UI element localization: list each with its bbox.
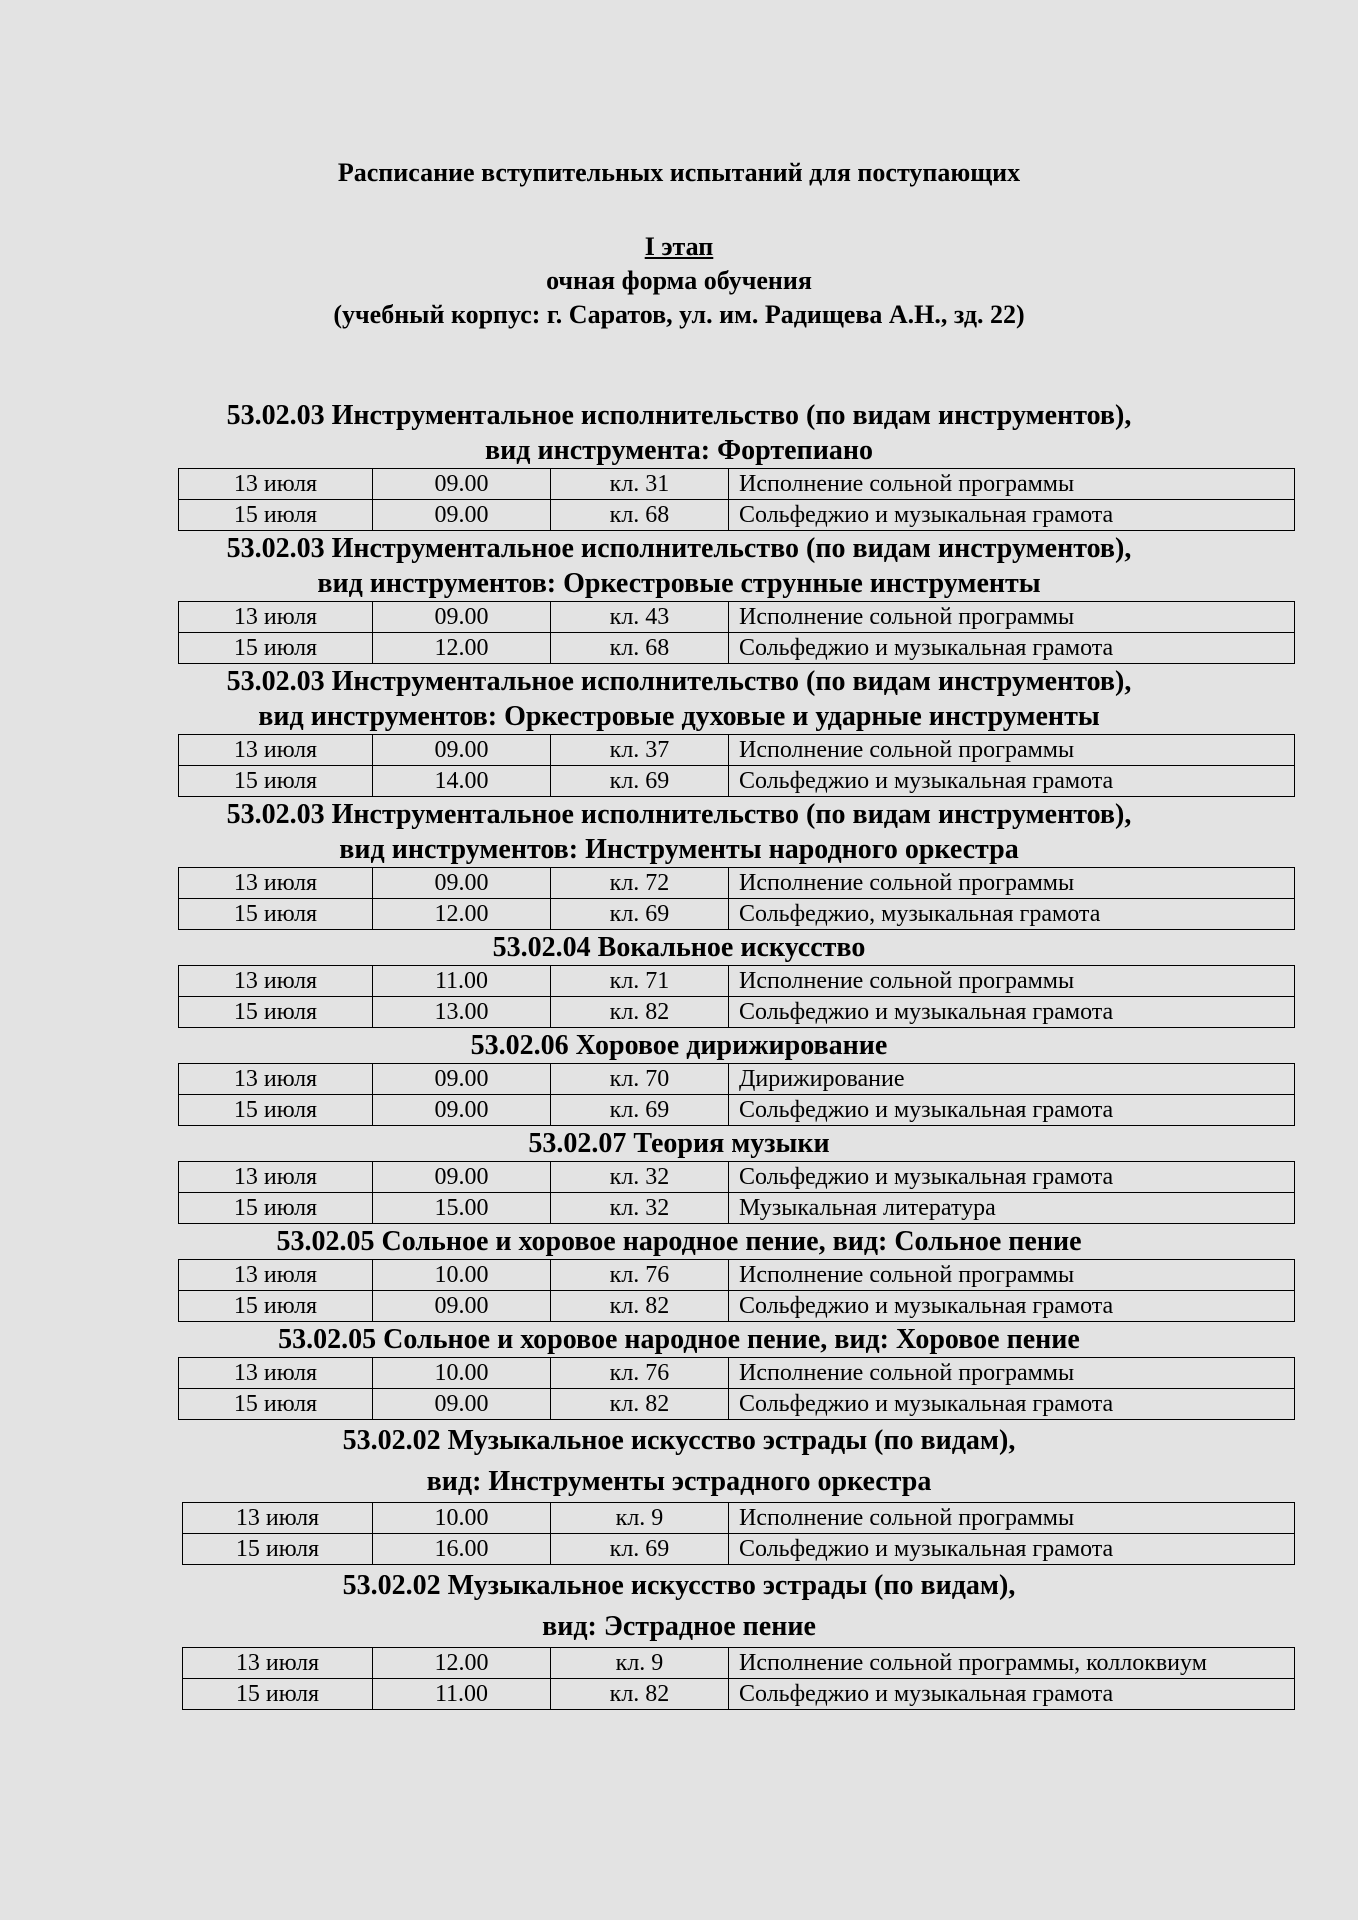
room-cell: кл. 69	[551, 766, 729, 797]
schedule-section	[0, 664, 1358, 797]
schedule-table	[178, 1259, 1295, 1322]
time-cell: 12.00	[373, 1648, 551, 1679]
exam-cell: Сольфеджио и музыкальная грамота	[729, 997, 1295, 1028]
date-cell: 13 июля	[183, 1503, 373, 1534]
table-row	[179, 1064, 1295, 1095]
schedule-table	[178, 734, 1295, 797]
exam-cell: Сольфеджио и музыкальная грамота	[729, 1162, 1295, 1193]
schedule-table	[178, 468, 1295, 531]
date-cell: 13 июля	[179, 602, 373, 633]
date-cell: 15 июля	[179, 1095, 373, 1126]
time-cell: 09.00	[373, 1095, 551, 1126]
date-cell: 15 июля	[179, 633, 373, 664]
section-title-line: 53.02.03 Инструментальное исполнительство (по видам инструментов),	[226, 533, 1132, 564]
time-cell: 14.00	[373, 766, 551, 797]
schedule-section	[0, 1322, 1358, 1420]
time-cell: 09.00	[373, 1064, 551, 1095]
section-title-line: 53.02.02 Музыкальное искусство эстрады (по видам),	[342, 1570, 1016, 1601]
date-cell: 15 июля	[183, 1679, 373, 1710]
time-cell: 15.00	[373, 1193, 551, 1224]
time-cell: 09.00	[373, 868, 551, 899]
schedule-table	[178, 867, 1295, 930]
table-row	[183, 1534, 1295, 1565]
time-cell: 10.00	[373, 1260, 551, 1291]
date-cell: 13 июля	[179, 1064, 373, 1095]
section-title-line: 53.02.03 Инструментальное исполнительство (по видам инструментов),	[226, 666, 1132, 697]
date-cell: 13 июля	[179, 1162, 373, 1193]
section-title-line: вид инструмента: Фортепиано	[485, 435, 873, 466]
table-row	[179, 1162, 1295, 1193]
section-title-line: 53.02.02 Музыкальное искусство эстрады (по видам),	[342, 1425, 1016, 1456]
table-row	[179, 966, 1295, 997]
section-title-line: вид инструментов: Оркестровые духовые и ударные инструменты	[258, 701, 1100, 732]
schedule-section	[0, 1126, 1358, 1224]
exam-cell: Дирижирование	[729, 1064, 1295, 1095]
table-row	[179, 868, 1295, 899]
table-row	[179, 602, 1295, 633]
date-cell: 15 июля	[179, 1291, 373, 1322]
date-cell: 15 июля	[179, 899, 373, 930]
table-row	[183, 1648, 1295, 1679]
time-cell: 09.00	[373, 735, 551, 766]
date-cell: 15 июля	[183, 1534, 373, 1565]
table-row	[179, 1193, 1295, 1224]
study-form-heading: очная форма обучения	[546, 266, 812, 295]
time-cell: 09.00	[373, 1162, 551, 1193]
time-cell: 10.00	[373, 1503, 551, 1534]
date-cell: 15 июля	[179, 1193, 373, 1224]
exam-cell: Исполнение сольной программы	[729, 602, 1295, 633]
room-cell: кл. 82	[551, 1291, 729, 1322]
schedule-section	[0, 930, 1358, 1028]
table-row	[179, 1389, 1295, 1420]
schedule-section	[0, 1420, 1358, 1565]
section-title-line: 53.02.05 Сольное и хоровое народное пение, вид: Хоровое пение	[278, 1324, 1080, 1355]
exam-cell: Исполнение сольной программы	[729, 469, 1295, 500]
section-title-line: 53.02.05 Сольное и хоровое народное пение, вид: Сольное пение	[276, 1226, 1082, 1257]
room-cell: кл. 31	[551, 469, 729, 500]
room-cell: кл. 68	[551, 500, 729, 531]
room-cell: кл. 70	[551, 1064, 729, 1095]
time-cell: 09.00	[373, 469, 551, 500]
exam-cell: Исполнение сольной программы	[729, 1358, 1295, 1389]
exam-cell: Исполнение сольной программы	[729, 1260, 1295, 1291]
schedule-table	[178, 1063, 1295, 1126]
exam-cell: Исполнение сольной программы, коллоквиум	[729, 1648, 1295, 1679]
date-cell: 13 июля	[179, 469, 373, 500]
time-cell: 10.00	[373, 1358, 551, 1389]
date-cell: 13 июля	[179, 735, 373, 766]
section-title-line: 53.02.04 Вокальное искусство	[492, 932, 866, 963]
schedule-table	[178, 601, 1295, 664]
section-title-line: 53.02.07 Теория музыки	[528, 1128, 830, 1159]
room-cell: кл. 37	[551, 735, 729, 766]
time-cell: 12.00	[373, 899, 551, 930]
date-cell: 15 июля	[179, 1389, 373, 1420]
table-row	[179, 997, 1295, 1028]
table-row	[183, 1679, 1295, 1710]
date-cell: 13 июля	[183, 1648, 373, 1679]
time-cell: 09.00	[373, 500, 551, 531]
exam-cell: Сольфеджио и музыкальная грамота	[729, 1679, 1295, 1710]
room-cell: кл. 71	[551, 966, 729, 997]
table-row	[179, 1358, 1295, 1389]
section-title-line: 53.02.03 Инструментальное исполнительство (по видам инструментов),	[226, 400, 1132, 431]
exam-cell: Сольфеджио и музыкальная грамота	[729, 500, 1295, 531]
exam-cell: Исполнение сольной программы	[729, 966, 1295, 997]
date-cell: 15 июля	[179, 997, 373, 1028]
room-cell: кл. 69	[551, 1534, 729, 1565]
room-cell: кл. 68	[551, 633, 729, 664]
time-cell: 09.00	[373, 602, 551, 633]
date-cell: 13 июля	[179, 966, 373, 997]
room-cell: кл. 76	[551, 1260, 729, 1291]
stage-heading: I этап	[644, 232, 714, 261]
date-cell: 13 июля	[179, 1358, 373, 1389]
section-title-line: 53.02.06 Хоровое дирижирование	[470, 1030, 888, 1061]
exam-cell: Исполнение сольной программы	[729, 1503, 1295, 1534]
room-cell: кл. 32	[551, 1193, 729, 1224]
section-title-line: 53.02.03 Инструментальное исполнительство (по видам инструментов),	[226, 799, 1132, 830]
exam-cell: Музыкальная литература	[729, 1193, 1295, 1224]
room-cell: кл. 43	[551, 602, 729, 633]
schedule-sections	[0, 398, 1358, 1710]
building-address: (учебный корпус: г. Саратов, ул. им. Радищева А.Н., зд. 22)	[333, 300, 1025, 329]
time-cell: 09.00	[373, 1291, 551, 1322]
time-cell: 12.00	[373, 633, 551, 664]
schedule-section	[0, 1028, 1358, 1126]
room-cell: кл. 69	[551, 1095, 729, 1126]
time-cell: 09.00	[373, 1389, 551, 1420]
schedule-section	[0, 1565, 1358, 1710]
schedule-table	[178, 965, 1295, 1028]
table-row	[179, 766, 1295, 797]
section-title-line: вид инструментов: Инструменты народного оркестра	[339, 834, 1019, 865]
exam-cell: Сольфеджио и музыкальная грамота	[729, 1291, 1295, 1322]
table-row	[179, 899, 1295, 930]
exam-cell: Исполнение сольной программы	[729, 868, 1295, 899]
exam-cell: Исполнение сольной программы	[729, 735, 1295, 766]
time-cell: 11.00	[373, 966, 551, 997]
room-cell: кл. 76	[551, 1358, 729, 1389]
room-cell: кл. 82	[551, 1389, 729, 1420]
table-row	[179, 500, 1295, 531]
table-row	[179, 1260, 1295, 1291]
room-cell: кл. 9	[551, 1503, 729, 1534]
time-cell: 16.00	[373, 1534, 551, 1565]
table-row	[179, 1095, 1295, 1126]
section-title-line: вид инструментов: Оркестровые струнные инструменты	[317, 568, 1041, 599]
schedule-section	[0, 398, 1358, 531]
schedule-table	[182, 1502, 1295, 1565]
room-cell: кл. 9	[551, 1648, 729, 1679]
table-row	[179, 469, 1295, 500]
room-cell: кл. 32	[551, 1162, 729, 1193]
schedule-table	[182, 1647, 1295, 1710]
exam-cell: Сольфеджио и музыкальная грамота	[729, 633, 1295, 664]
section-title-line: вид: Эстрадное пение	[542, 1611, 816, 1642]
schedule-table	[178, 1161, 1295, 1224]
page-title: Расписание вступительных испытаний для поступающих	[337, 158, 1021, 187]
room-cell: кл. 82	[551, 997, 729, 1028]
room-cell: кл. 69	[551, 899, 729, 930]
exam-cell: Сольфеджио и музыкальная грамота	[729, 1389, 1295, 1420]
section-title-line: вид: Инструменты эстрадного оркестра	[426, 1466, 932, 1497]
time-cell: 13.00	[373, 997, 551, 1028]
table-row	[179, 735, 1295, 766]
room-cell: кл. 72	[551, 868, 729, 899]
table-row	[183, 1503, 1295, 1534]
schedule-section	[0, 531, 1358, 664]
date-cell: 13 июля	[179, 1260, 373, 1291]
exam-cell: Сольфеджио и музыкальная грамота	[729, 1095, 1295, 1126]
date-cell: 13 июля	[179, 868, 373, 899]
schedule-section	[0, 797, 1358, 930]
date-cell: 15 июля	[179, 766, 373, 797]
schedule-table	[178, 1357, 1295, 1420]
exam-cell: Сольфеджио и музыкальная грамота	[729, 766, 1295, 797]
schedule-section	[0, 1224, 1358, 1322]
time-cell: 11.00	[373, 1679, 551, 1710]
room-cell: кл. 82	[551, 1679, 729, 1710]
exam-cell: Сольфеджио и музыкальная грамота	[729, 1534, 1295, 1565]
exam-cell: Сольфеджио, музыкальная грамота	[729, 899, 1295, 930]
table-row	[179, 1291, 1295, 1322]
date-cell: 15 июля	[179, 500, 373, 531]
table-row	[179, 633, 1295, 664]
